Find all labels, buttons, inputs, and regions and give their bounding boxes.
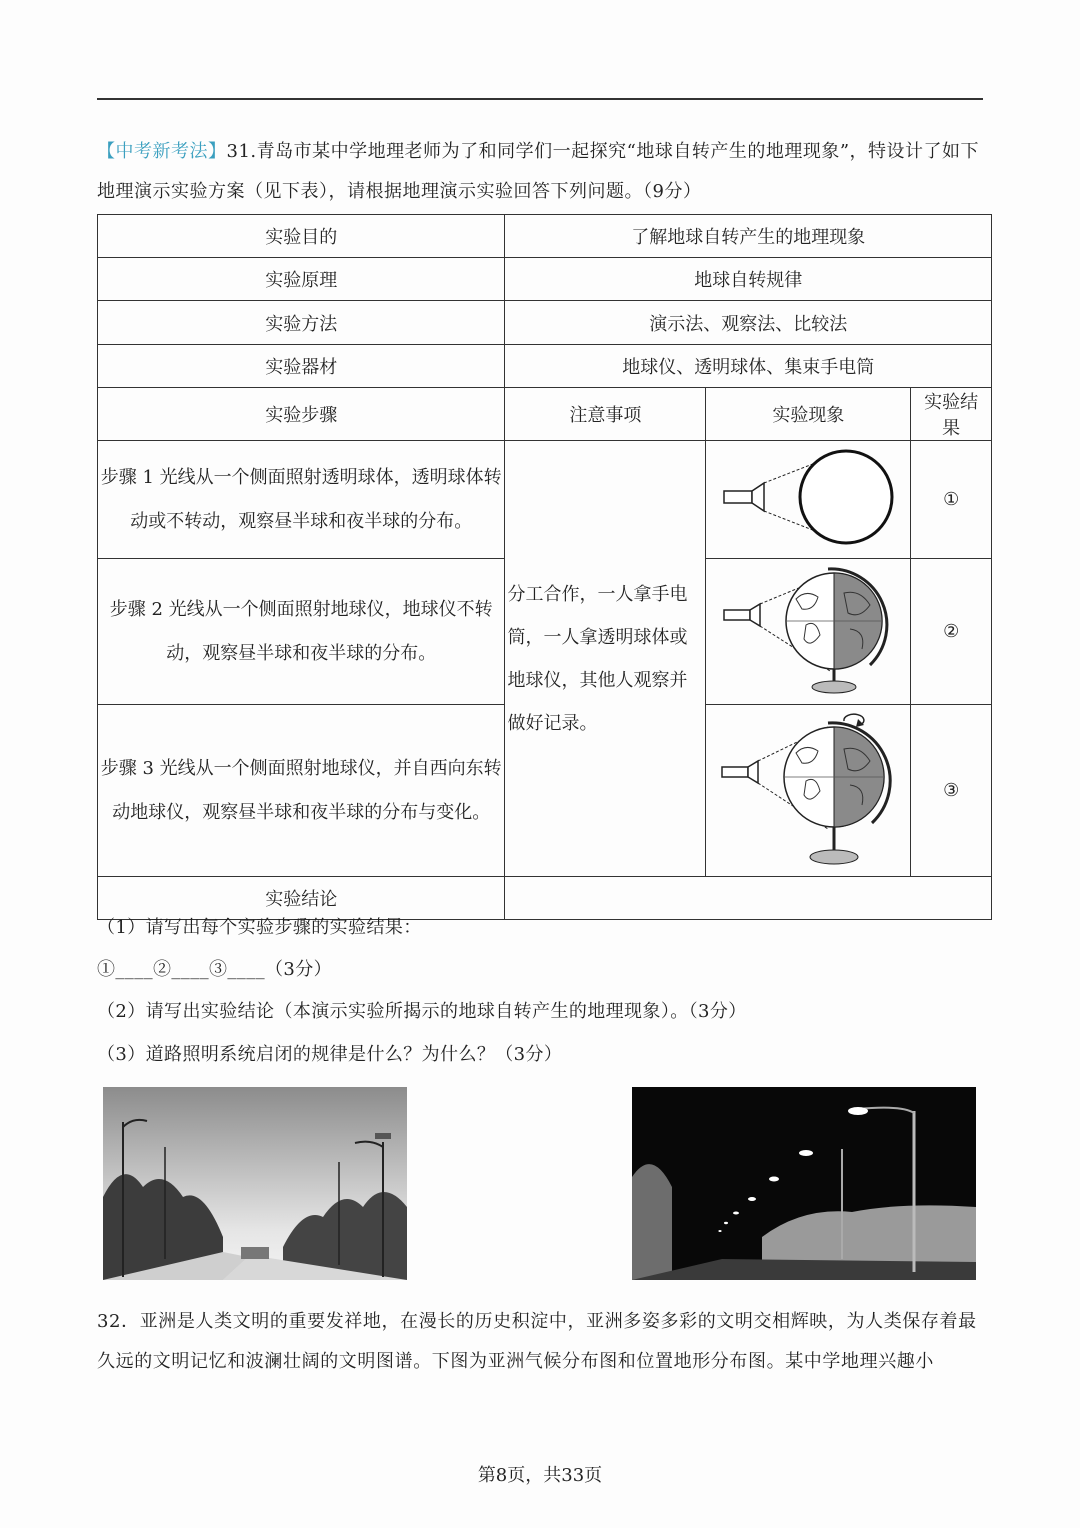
phenomenon-2 bbox=[706, 559, 911, 705]
step-row bbox=[98, 441, 992, 559]
question-1-blanks: ①____②____③____（3分） bbox=[97, 959, 333, 980]
top-rule bbox=[97, 98, 983, 100]
question-2: （2）请写出实验结论（本演示实验所揭示的地球自转产生的地理现象）。（3分） bbox=[97, 1001, 747, 1022]
row-label: 实验目的 bbox=[98, 215, 505, 258]
notes-cell: 分工合作，一人拿手电筒，一人拿透明球体或地球仪，其他人观察并做好记录。 bbox=[505, 441, 706, 877]
conclusion-value bbox=[505, 877, 992, 920]
conclusion-label: 实验结论 bbox=[98, 877, 505, 920]
table-row bbox=[98, 301, 992, 345]
table-row bbox=[98, 345, 992, 388]
step-2-text: 步骤 2 光线从一个侧面照射地球仪，地球仪不转动，观察昼半球和夜半球的分布。 bbox=[98, 559, 505, 705]
new-exam-tag: 【中考新考法】 bbox=[97, 141, 227, 162]
row-label: 实验器材 bbox=[98, 345, 505, 388]
header-notes: 注意事项 bbox=[505, 388, 706, 441]
flashlight-sphere-diagram bbox=[710, 441, 906, 553]
step-1-text: 步骤 1 光线从一个侧面照射透明球体，透明球体转动或不转动，观察昼半球和夜半球的分布。 bbox=[98, 441, 505, 559]
table-row bbox=[98, 215, 992, 258]
row-value: 演示法、观察法、比较法 bbox=[505, 301, 992, 345]
phenomenon-3 bbox=[706, 705, 911, 877]
question-32-text: 32．亚洲是人类文明的重要发祥地，在漫长的历史积淀中，亚洲多姿多彩的文明交相辉映，为人类保存着最久远的文明记忆和波澜壮阔的文明图谱。下图为亚洲气候分布图和位置地形分布图。某中学地理兴趣小 bbox=[97, 1311, 977, 1372]
result-1: ① bbox=[911, 441, 992, 559]
row-label: 实验方法 bbox=[98, 301, 505, 345]
row-label: 实验原理 bbox=[98, 258, 505, 301]
flashlight-globe-diagram bbox=[710, 559, 906, 699]
question-31-text: 31.青岛市某中学地理老师为了和同学们一起探究“地球自转产生的地理现象”，特设计了如下地理演示实验方案（见下表），请根据地理演示实验回答下列问题。（9分） bbox=[97, 141, 980, 202]
experiment-table bbox=[97, 214, 992, 920]
row-value: 地球仪、透明球体、集束手电筒 bbox=[505, 345, 992, 388]
table-row bbox=[98, 258, 992, 301]
step-3-text: 步骤 3 光线从一个侧面照射地球仪，并自西向东转动地球仪，观察昼半球和夜半球的分布与变化。 bbox=[98, 705, 505, 877]
result-2: ② bbox=[911, 559, 992, 705]
question-1: （1）请写出每个实验步骤的实验结果： bbox=[97, 917, 422, 938]
result-3: ③ bbox=[911, 705, 992, 877]
row-value: 地球自转规律 bbox=[505, 258, 992, 301]
daytime-street-photo bbox=[103, 1087, 407, 1280]
header-phenomena: 实验现象 bbox=[706, 388, 911, 441]
row-value: 了解地球自转产生的地理现象 bbox=[505, 215, 992, 258]
header-results: 实验结果 bbox=[911, 388, 992, 441]
phenomenon-1 bbox=[706, 441, 911, 559]
header-steps: 实验步骤 bbox=[98, 388, 505, 441]
night-street-photo bbox=[632, 1087, 976, 1280]
question-3: （3）道路照明系统启闭的规律是什么？为什么？（3分） bbox=[97, 1044, 563, 1065]
table-header-row bbox=[98, 388, 992, 441]
flashlight-rotating-globe-diagram bbox=[710, 705, 906, 871]
question-31-intro bbox=[97, 132, 989, 212]
page-footer: 第8页，共33页 bbox=[477, 1465, 603, 1486]
